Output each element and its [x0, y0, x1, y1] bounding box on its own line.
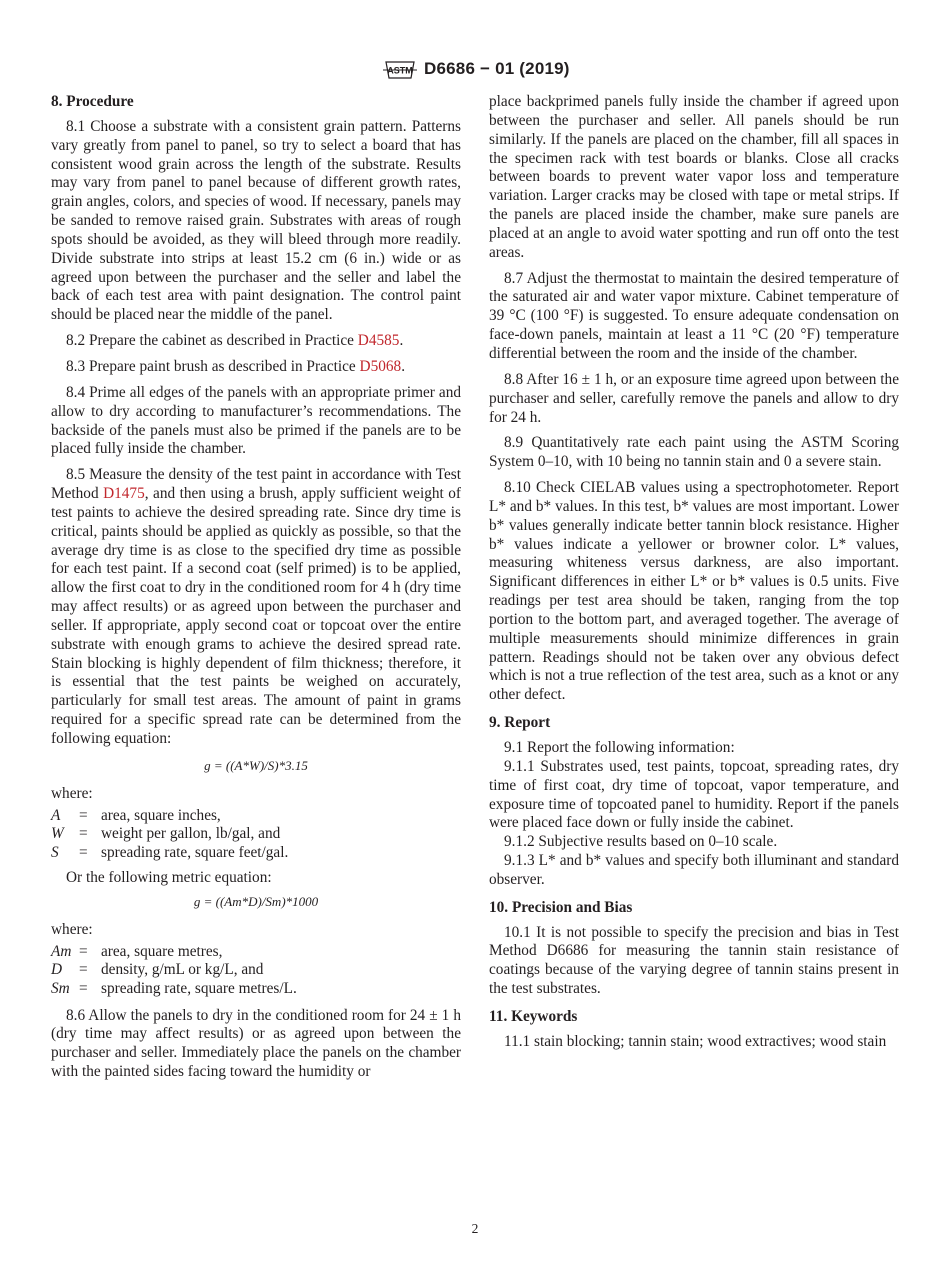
equals-sign: =: [79, 825, 88, 843]
variable-description: spreading rate, square feet/gal.: [101, 843, 289, 861]
paragraph-9-1: 9.1 Report the following information:: [504, 739, 735, 756]
paragraph-8-9: 8.9 Quantitatively rate each paint using the ASTM Scoring System 0–10, with 10 being no tannin stain and 0 a severe stain.: [489, 434, 899, 471]
variable-description: spreading rate, square metres/L.: [101, 980, 297, 998]
variable-definition-row: [51, 943, 461, 962]
variable-definition-row: [51, 825, 461, 844]
document-id: D6686 − 01 (2019): [424, 59, 570, 78]
section-8-title: 8. Procedure: [51, 93, 134, 110]
paragraph-8-6-continued: place backprimed panels fully inside the chamber if agreed upon between the purchaser and seller. All panels should be run similarly. If the panels are placed on the chamber, fill all spaces in the specimen rack with test boards or blanks. Close all cracks between boards to prevent water vapor loss and temperature variation. Larger cracks may be closed with tape or metal strips. If the panels are placed inside the chamber, make sure panels are placed at an angle to avoid water spotting and run off onto the test areas.: [489, 93, 899, 261]
paragraph-8-5: 8.5 Measure the density of the test paint in accordance with Test Method D1475, and then using a brush, apply sufficient weight of test paints to achieve the desired spreading rate. Since dry time is critical, paints should be applied as quickly as possible, so that the average dry time is as close to the specified dry time as possible for each test paint. If a second coat (self primed) is to be applied, allow the first coat to dry in the conditioned room for 4 h (dry time may affect results) or as agreed upon between the purchaser and seller. If appropriate, apply second coat or topcoat over the entire substrate with enough grams to achieve the desired spread rate. Stain blocking is highly dependent of film thickness; therefore, it is essential that the test paints be weighed on accurately, particularly for small test areas. The amount of paint in grams required for a specific spread rate can be determined from the following equation:: [51, 466, 461, 747]
variable-symbol: W: [51, 825, 64, 843]
variable-symbol: Am: [51, 942, 72, 960]
link-d4585[interactable]: D4585: [357, 332, 400, 350]
variable-description: area, square inches,: [101, 806, 221, 824]
variable-definition-row: [51, 961, 461, 980]
paragraph-9-1-2: 9.1.2 Subjective results based on 0–10 scale.: [504, 833, 778, 851]
variable-description: area, square metres,: [101, 942, 223, 960]
paragraph-8-2: 8.2 Prepare the cabinet as described in Practice D4585.: [66, 332, 404, 350]
paragraph-9-1-1: 9.1.1 Substrates used, test paints, topcoat, spreading rates, dry time of first coat, dry time of topcoat, vapor temperature, and exposure time of topcoated panel to humidity. Report if the panels were placed face down or fully inside the cabinet.: [489, 757, 899, 832]
variable-definition-row: [51, 980, 461, 999]
variable-symbol: Sm: [51, 980, 70, 998]
equals-sign: =: [79, 961, 88, 979]
variable-definition-row: [51, 807, 461, 826]
variable-definitions-imperial: [51, 807, 461, 863]
variable-description: density, g/mL or kg/L, and: [101, 961, 264, 979]
metric-intro: Or the following metric equation:: [66, 869, 272, 887]
paragraph-10-1: 10.1 It is not possible to specify the precision and bias in Test Method D6686 for measuring the tannin stain resistance of coatings because of the varying degree of tannin stains present in the test substrates.: [489, 923, 899, 998]
paragraph-8-3: 8.3 Prepare paint brush as described in Practice D5068.: [66, 357, 406, 375]
page-number: 2: [471, 1221, 479, 1236]
paragraph-8-10: 8.10 Check CIELAB values using a spectrophotometer. Report L* and b* values. In this test, b* values are most important. Lower b* values generally indicate better tannin block resistance. Higher b* values indicate a yellower or browner color. L* values, measuring whiteness versus darkness, are also important. Significant differences in either L* or b* values is 0.5 units. Five readings per test area should be taken, ranging from the top portion to the bottom part, and averaged together. The average of multiple measurements should minimize differences in grain pattern. Readings should not be taken over any obvious defect which is not a true reflection of the test area, such as a knot or any other defect.: [489, 479, 899, 704]
svg-text:ASTM: ASTM: [387, 65, 413, 76]
link-d1475[interactable]: D1475: [103, 485, 145, 503]
paragraph-9-1-3: 9.1.3 L* and b* values and specify both illuminant and standard observer.: [489, 852, 899, 888]
variable-symbol: S: [51, 843, 59, 861]
equation-metric: g = ((Am*D)/Sm)*1000: [193, 894, 319, 910]
where-label-1: where:: [51, 784, 93, 802]
section-9-title: 9. Report: [489, 714, 551, 732]
equation-imperial: g = ((A*W)/S)*3.15: [204, 757, 308, 773]
paragraph-8-8: 8.8 After 16 ± 1 h, or an exposure time agreed upon between the purchaser and seller, carefully remove the panels and allow to dry for 24 h.: [489, 370, 899, 426]
equals-sign: =: [79, 806, 88, 824]
equals-sign: =: [79, 843, 88, 861]
variable-definitions-metric: [51, 943, 461, 999]
equals-sign: =: [79, 942, 88, 960]
paragraph-8-6: 8.6 Allow the panels to dry in the conditioned room for 24 ± 1 h (dry time may affect results) or as agreed upon between the purchaser and seller. Immediately place the panels on the chamber with the painted sides facing toward the humidity or: [51, 1006, 461, 1081]
link-d5068[interactable]: D5068: [359, 357, 402, 375]
astm-logo: [381, 58, 419, 82]
right-column: [489, 93, 899, 1059]
paragraph-8-4: 8.4 Prime all edges of the panels with an appropriate primer and allow to dry according to manufacturer’s recommendations. The backside of the panels must also be primed if the panels are to be placed fully inside the chamber.: [51, 383, 461, 458]
left-column: [51, 93, 461, 1089]
variable-definition-row: [51, 844, 461, 863]
where-label-2: where:: [51, 921, 93, 938]
section-11-title: 11. Keywords: [489, 1007, 578, 1025]
paragraph-8-1: 8.1 Choose a substrate with a consistent grain pattern. Patterns vary greatly from panel to panel, so try to select a board that has consistent wood grain across the length of the substrate. Results may vary from panel to panel because of different growth rates, grain angles, colors, and species of wood. If necessary, panels may be sanded to remove raised grain. Substrates with areas of rough spots should be avoided, as they will bleed through more readily. Divide substrate into strips at least 15.2 cm (6 in.) wide or as agreed upon between the purchaser and the seller and label the back of each test area with paint designation. The control paint should be placed near the middle of the panel.: [51, 117, 461, 324]
variable-symbol: A: [51, 806, 61, 824]
section-10-title: 10. Precision and Bias: [489, 898, 633, 916]
paragraph-8-7: 8.7 Adjust the thermostat to maintain the desired temperature of the saturated air and water vapor mixture. Cabinet temperature of 39 °C (100 °F) is suggested. To ensure adequate condensation on face-down panels, maintain at least a 11 °C (20 °F) temperature differential between the room and the inside of the chamber.: [489, 269, 899, 362]
page-header: [0, 58, 950, 82]
variable-description: weight per gallon, lb/gal, and: [101, 825, 281, 843]
paragraph-11-1: 11.1 stain blocking; tannin stain; wood extractives; wood stain: [504, 1032, 887, 1050]
variable-symbol: D: [51, 961, 63, 979]
equals-sign: =: [79, 980, 88, 998]
